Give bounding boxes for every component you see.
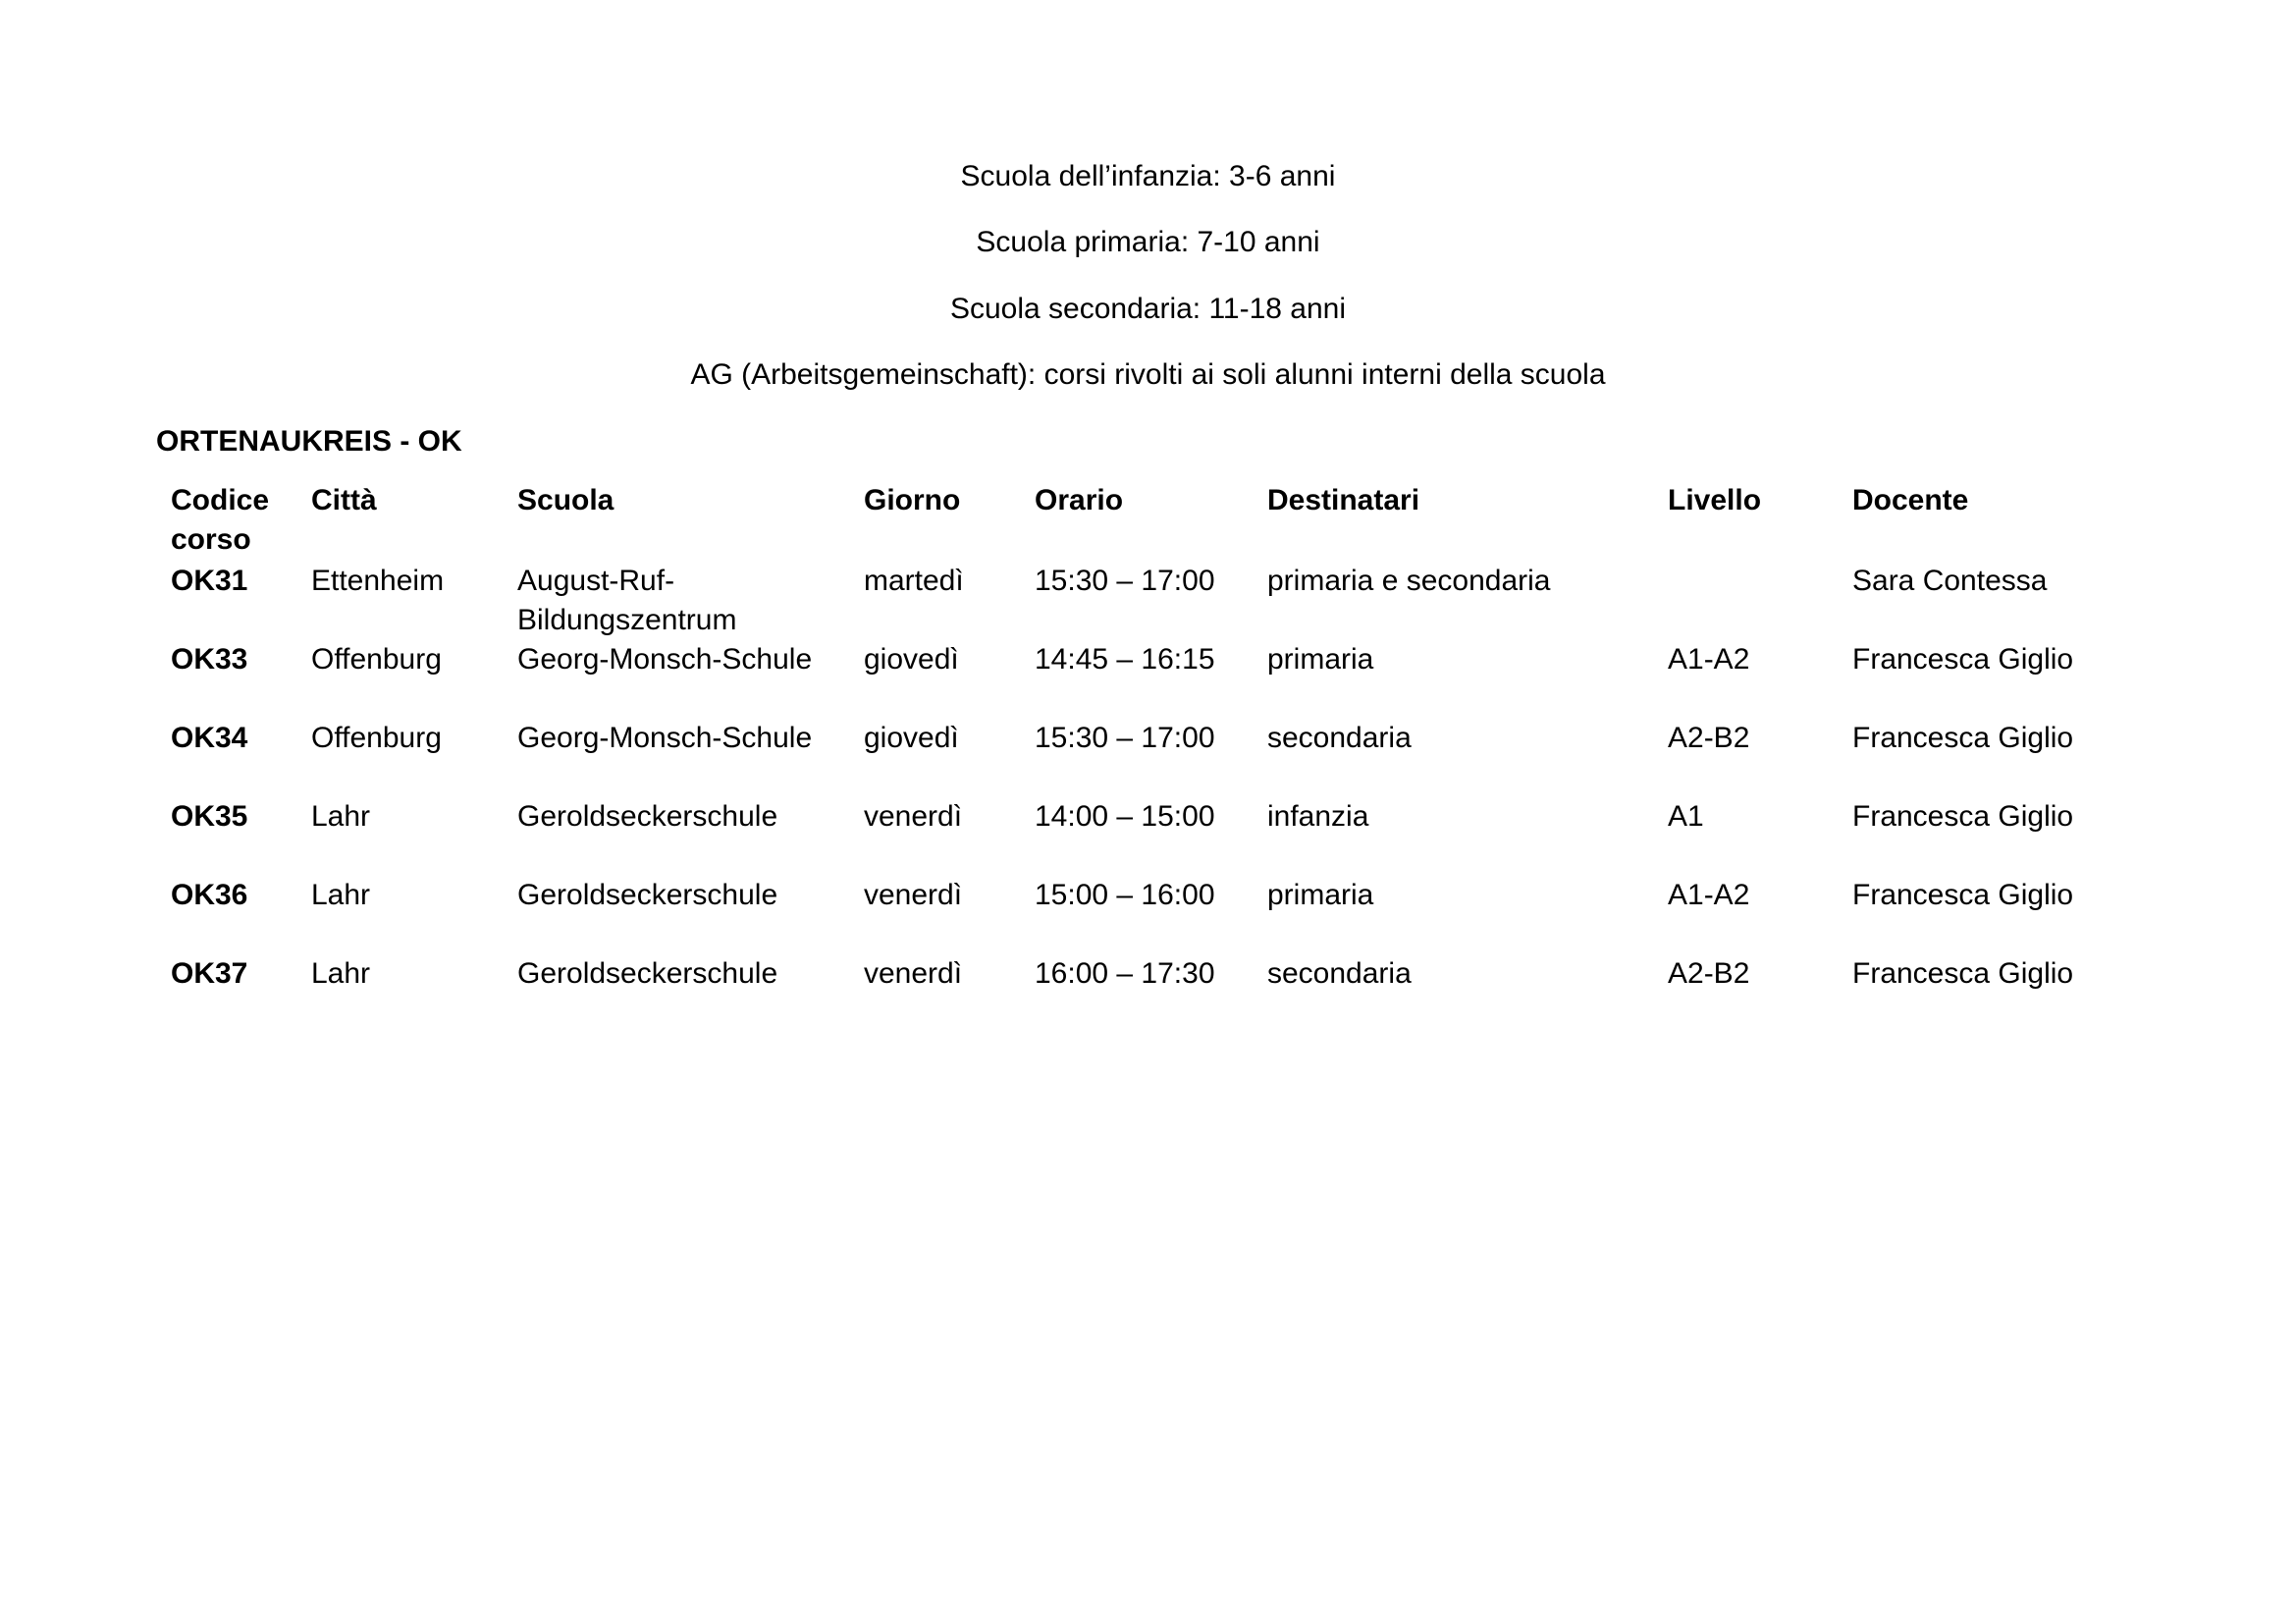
cell-docente: Francesca Giglio	[1852, 957, 2074, 990]
table-row	[156, 954, 2152, 1033]
cell-scuola: Georg-Monsch-Schule	[517, 722, 813, 754]
cell-codice: OK36	[171, 879, 248, 911]
table-row	[156, 640, 2152, 719]
cell-docente: Francesca Giglio	[1852, 643, 2074, 676]
cell-scuola: Geroldseckerschule	[517, 879, 778, 911]
cell-citta: Ettenheim	[311, 565, 445, 597]
table-row	[156, 797, 2152, 876]
courses-table	[156, 481, 2152, 1033]
cell-destinatari: secondaria	[1267, 722, 1412, 754]
cell-citta: Offenburg	[311, 643, 442, 676]
cell-livello: A1-A2	[1668, 643, 1750, 676]
cell-orario: 15:30 – 17:00	[1035, 565, 1215, 597]
cell-citta: Lahr	[311, 879, 371, 911]
cell-giorno: martedì	[864, 565, 964, 597]
cell-docente: Francesca Giglio	[1852, 722, 2074, 754]
cell-livello: A1	[1668, 800, 1704, 833]
cell-livello	[1653, 562, 1838, 640]
table-row	[156, 876, 2152, 954]
intro-line-ag: AG (Arbeitsgemeinschaft): corsi rivolti ai soli alunni interni della scuola	[690, 358, 1606, 391]
cell-docente: Sara Contessa	[1852, 565, 2048, 597]
cell-codice: OK34	[171, 722, 248, 754]
cell-giorno: giovedì	[864, 643, 959, 676]
cell-docente: Francesca Giglio	[1852, 800, 2074, 833]
header-codice-corso: Codice corso	[171, 484, 270, 556]
cell-citta: Offenburg	[311, 722, 442, 754]
cell-orario: 14:45 – 16:15	[1035, 643, 1215, 676]
cell-destinatari: primaria	[1267, 879, 1374, 911]
cell-citta: Lahr	[311, 800, 371, 833]
table-header-row	[156, 481, 2152, 562]
table-row	[156, 719, 2152, 797]
cell-giorno: venerdì	[864, 800, 963, 833]
cell-destinatari: infanzia	[1267, 800, 1369, 833]
cell-orario: 16:00 – 17:30	[1035, 957, 1215, 990]
intro-line-secondaria: Scuola secondaria: 11-18 anni	[949, 293, 1347, 325]
cell-codice: OK33	[171, 643, 248, 676]
header-giorno: Giorno	[864, 484, 961, 516]
cell-orario: 15:30 – 17:00	[1035, 722, 1215, 754]
header-destinatari: Destinatari	[1267, 484, 1420, 516]
cell-livello: A2-B2	[1668, 957, 1750, 990]
cell-docente: Francesca Giglio	[1852, 879, 2074, 911]
cell-destinatari: primaria	[1267, 643, 1374, 676]
cell-giorno: giovedì	[864, 722, 959, 754]
cell-scuola: Geroldseckerschule	[517, 800, 778, 833]
cell-orario: 15:00 – 16:00	[1035, 879, 1215, 911]
intro-line-infanzia: Scuola dell’infanzia: 3-6 anni	[960, 160, 1336, 192]
cell-scuola: Georg-Monsch-Schule	[517, 643, 813, 676]
cell-codice: OK31	[171, 565, 248, 597]
header-orario: Orario	[1035, 484, 1124, 516]
cell-giorno: venerdì	[864, 879, 963, 911]
cell-giorno: venerdì	[864, 957, 963, 990]
cell-scuola: August-Ruf-Bildungszentrum	[517, 565, 737, 636]
cell-orario: 14:00 – 15:00	[1035, 800, 1215, 833]
cell-livello: A1-A2	[1668, 879, 1750, 911]
cell-codice: OK37	[171, 957, 248, 990]
header-scuola: Scuola	[517, 484, 614, 516]
cell-destinatari: primaria e secondaria	[1267, 565, 1551, 597]
cell-scuola: Geroldseckerschule	[517, 957, 778, 990]
cell-destinatari: secondaria	[1267, 957, 1412, 990]
cell-codice: OK35	[171, 800, 248, 833]
cell-citta: Lahr	[311, 957, 371, 990]
header-livello: Livello	[1668, 484, 1762, 516]
table-row	[156, 562, 2152, 640]
intro-line-primaria: Scuola primaria: 7-10 anni	[976, 226, 1320, 258]
header-citta: Città	[311, 484, 377, 516]
header-docente: Docente	[1852, 484, 1969, 516]
section-title: ORTENAUKREIS - OK	[156, 425, 462, 458]
cell-livello: A2-B2	[1668, 722, 1750, 754]
